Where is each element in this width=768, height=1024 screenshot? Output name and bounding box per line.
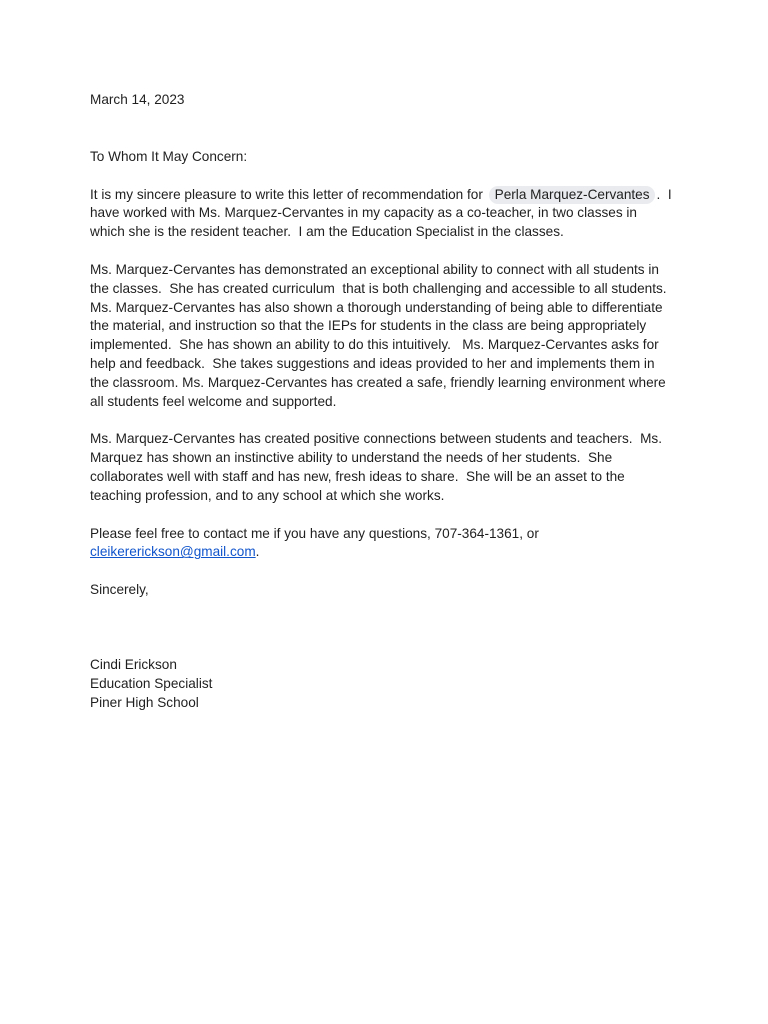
abilities-line: the classes. She has created curriculum that is both challenging and accessible to all students. [90, 280, 667, 296]
contact-email-line [90, 543, 690, 562]
abilities-line: the classroom. Ms. Marquez-Cervantes has created a safe, friendly learning environment where [90, 374, 666, 390]
signer-title: Education Specialist [90, 675, 213, 691]
signer-name: Cindi Erickson [90, 656, 177, 672]
salutation: To Whom It May Concern: [90, 148, 248, 164]
abilities-line: Ms. Marquez-Cervantes has also shown a thorough understanding of being able to differentiate [90, 299, 663, 315]
intro-text-after-name: . I [656, 186, 672, 202]
intro-line-1 [90, 186, 690, 205]
signer-school: Piner High School [90, 694, 199, 710]
paragraph-contact [90, 525, 690, 563]
abilities-line: Ms. Marquez-Cervantes has demonstrated an exceptional ability to connect with all students in [90, 261, 659, 277]
paragraph-introduction [90, 186, 690, 242]
closing: Sincerely, [90, 582, 149, 598]
paragraph-connections [90, 430, 690, 505]
abilities-line: help and feedback. She takes suggestions and ideas provided to her and implements them in [90, 355, 655, 371]
person-name-chip[interactable]: Perla Marquez-Cervantes [489, 186, 655, 204]
signature-block [90, 656, 690, 712]
letter-body [90, 91, 690, 712]
connections-line: Marquez has shown an instinctive ability to understand the needs of her students. She [90, 450, 613, 466]
email-link[interactable]: cleikererickson@gmail.com [90, 544, 256, 560]
abilities-line: the material, and instruction so that the IEPs for students in the class are being appropriately [90, 318, 647, 334]
connections-line: collaborates well with staff and has new, fresh ideas to share. She will be an asset to the [90, 468, 625, 484]
intro-text-before-name: It is my sincere pleasure to write this letter of recommendation for [90, 186, 487, 202]
connections-line: Ms. Marquez-Cervantes has created positive connections between students and teachers. Ms. [90, 431, 662, 447]
abilities-line: all students feel welcome and supported. [90, 393, 337, 409]
paragraph-abilities [90, 261, 690, 411]
intro-line-3: which she is the resident teacher. I am the Education Specialist in the classes. [90, 224, 564, 240]
connections-line: teaching profession, and to any school at which she works. [90, 487, 445, 503]
intro-line-2: have worked with Ms. Marquez-Cervantes in my capacity as a co-teacher, in two classes in [90, 205, 637, 221]
abilities-line: implemented. She has shown an ability to do this intuitively. Ms. Marquez-Cervantes asks for [90, 337, 659, 353]
email-suffix: . [255, 544, 260, 560]
letter-date: March 14, 2023 [90, 92, 185, 107]
contact-line: Please feel free to contact me if you have any questions, 707-364-1361, or [90, 525, 539, 541]
